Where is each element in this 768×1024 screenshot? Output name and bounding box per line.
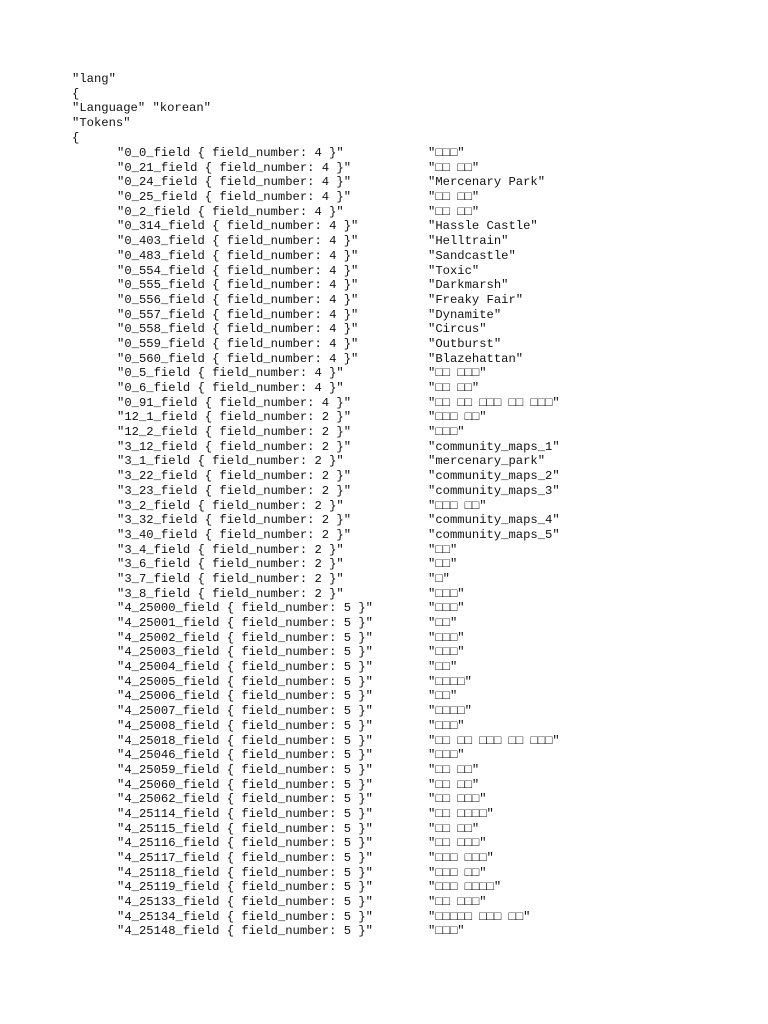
token-value: "Sandcastle" bbox=[428, 248, 516, 263]
token-value: "□□□□" bbox=[428, 704, 472, 719]
token-value: "□□□" bbox=[428, 586, 465, 601]
token-key: "3_8_field { field_number: 2 }" bbox=[117, 586, 344, 601]
token-key: "4_25003_field { field_number: 5 }" bbox=[117, 645, 373, 660]
token-key: "4_25117_field { field_number: 5 }" bbox=[117, 851, 373, 865]
token-key: "0_21_field { field_number: 4 }" bbox=[117, 160, 352, 175]
token-row bbox=[117, 454, 737, 469]
token-row bbox=[117, 778, 737, 793]
token-key: "0_91_field { field_number: 4 }" bbox=[117, 395, 352, 410]
token-value: "□□□" bbox=[428, 645, 465, 660]
token-key: "0_556_field { field_number: 4 }" bbox=[117, 292, 359, 307]
token-row bbox=[117, 219, 737, 234]
token-row bbox=[117, 895, 737, 910]
token-row bbox=[117, 734, 737, 749]
token-value: "□□□ □□" bbox=[428, 498, 487, 513]
token-key: "4_25059_field { field_number: 5 }" bbox=[117, 762, 373, 777]
token-row bbox=[117, 675, 737, 690]
token-row bbox=[117, 175, 737, 190]
token-key: "0_559_field { field_number: 4 }" bbox=[117, 336, 359, 351]
token-key: "4_25001_field { field_number: 5 }" bbox=[117, 616, 373, 630]
token-value: "community_maps_3" bbox=[428, 483, 560, 498]
token-key: "4_25007_field { field_number: 5 }" bbox=[117, 704, 373, 719]
token-key: "4_25006_field { field_number: 5 }" bbox=[117, 689, 373, 704]
token-key: "0_558_field { field_number: 4 }" bbox=[117, 322, 359, 337]
token-row bbox=[117, 528, 737, 543]
token-value: "Circus" bbox=[428, 322, 487, 337]
token-key: "4_25004_field { field_number: 5 }" bbox=[117, 660, 373, 675]
token-row bbox=[117, 440, 737, 455]
token-value: "□□" bbox=[428, 689, 458, 704]
token-value: "Blazehattan" bbox=[428, 351, 524, 366]
token-row bbox=[117, 146, 737, 161]
token-value: "mercenary_park" bbox=[428, 454, 546, 469]
token-key: "4_25008_field { field_number: 5 }" bbox=[117, 718, 373, 733]
token-row bbox=[117, 190, 737, 205]
token-value: "□□□" bbox=[428, 630, 465, 645]
token-row bbox=[117, 425, 737, 440]
token-key: "4_25002_field { field_number: 5 }" bbox=[117, 630, 373, 645]
token-row bbox=[117, 631, 737, 646]
token-key: "4_25133_field { field_number: 5 }" bbox=[117, 895, 373, 910]
token-row bbox=[117, 543, 737, 558]
token-value: "Toxic" bbox=[428, 263, 480, 278]
token-value: "□□□" bbox=[428, 146, 465, 160]
token-key: "0_25_field { field_number: 4 }" bbox=[117, 190, 352, 205]
token-row bbox=[117, 689, 737, 704]
token-row bbox=[117, 557, 737, 572]
token-value: "□□□" bbox=[428, 748, 465, 763]
token-row bbox=[117, 308, 737, 323]
tokens-key-line: "Tokens" bbox=[72, 116, 131, 130]
token-key: "12_1_field { field_number: 2 }" bbox=[117, 410, 352, 425]
token-key: "0_554_field { field_number: 4 }" bbox=[117, 263, 359, 278]
token-value: "□□ □□□□" bbox=[428, 806, 494, 821]
token-value: "□□ □□□" bbox=[428, 895, 487, 910]
tokens-open-brace-line: { bbox=[72, 131, 80, 145]
token-key: "0_560_field { field_number: 4 }" bbox=[117, 351, 359, 366]
token-row bbox=[117, 234, 737, 249]
token-key: "4_25119_field { field_number: 5 }" bbox=[117, 880, 373, 895]
token-row bbox=[117, 910, 737, 925]
token-value: "Freaky Fair" bbox=[428, 292, 524, 307]
token-key: "4_25114_field { field_number: 5 }" bbox=[117, 806, 373, 821]
token-row bbox=[117, 880, 737, 895]
token-value: "□" bbox=[428, 571, 450, 586]
token-value: "□□□ □□" bbox=[428, 865, 487, 880]
token-row bbox=[117, 866, 737, 881]
token-key: "3_7_field { field_number: 2 }" bbox=[117, 571, 344, 586]
token-row bbox=[117, 836, 737, 851]
token-row bbox=[117, 396, 737, 411]
token-value: "□□ □□" bbox=[428, 160, 480, 175]
token-key: "0_24_field { field_number: 4 }" bbox=[117, 175, 352, 190]
token-key: "0_555_field { field_number: 4 }" bbox=[117, 278, 359, 293]
token-row bbox=[117, 205, 737, 220]
token-key: "3_40_field { field_number: 2 }" bbox=[117, 527, 352, 542]
token-value: "□□ □□" bbox=[428, 762, 480, 777]
token-key: "3_6_field { field_number: 2 }" bbox=[117, 557, 344, 572]
token-key: "0_0_field { field_number: 4 }" bbox=[117, 146, 344, 160]
token-value: "□□□" bbox=[428, 718, 465, 733]
token-key: "4_25046_field { field_number: 5 }" bbox=[117, 748, 373, 763]
token-row bbox=[117, 851, 737, 866]
token-value: "□□ □□" bbox=[428, 381, 480, 395]
token-row bbox=[117, 822, 737, 837]
token-row bbox=[117, 807, 737, 822]
token-key: "4_25000_field { field_number: 5 }" bbox=[117, 601, 373, 616]
token-value: "□□" bbox=[428, 557, 458, 572]
token-value: "□□ □□□" bbox=[428, 792, 487, 807]
token-row bbox=[117, 469, 737, 484]
token-value: "Helltrain" bbox=[428, 234, 509, 249]
token-key: "4_25134_field { field_number: 5 }" bbox=[117, 909, 373, 924]
token-value: "□□" bbox=[428, 542, 458, 557]
token-row bbox=[117, 513, 737, 528]
token-value: "□□ □□" bbox=[428, 190, 480, 205]
token-value: "community_maps_5" bbox=[428, 527, 560, 542]
token-row bbox=[117, 748, 737, 763]
token-row bbox=[117, 704, 737, 719]
token-row bbox=[117, 381, 737, 396]
token-value: "□□" bbox=[428, 660, 458, 675]
token-value: "□□□ □□□" bbox=[428, 851, 494, 865]
language-line: "Language" "korean" bbox=[72, 101, 211, 115]
token-key: "0_557_field { field_number: 4 }" bbox=[117, 307, 359, 322]
token-value: "□□□" bbox=[428, 601, 465, 616]
token-value: "Darkmarsh" bbox=[428, 278, 509, 293]
token-row bbox=[117, 322, 737, 337]
token-key: "3_32_field { field_number: 2 }" bbox=[117, 513, 352, 528]
token-row bbox=[117, 499, 737, 514]
token-row bbox=[117, 792, 737, 807]
token-key: "3_12_field { field_number: 2 }" bbox=[117, 439, 352, 454]
token-key: "0_2_field { field_number: 4 }" bbox=[117, 204, 344, 219]
token-row bbox=[117, 278, 737, 293]
token-key: "3_2_field { field_number: 2 }" bbox=[117, 498, 344, 513]
token-key: "4_25062_field { field_number: 5 }" bbox=[117, 792, 373, 807]
token-key: "4_25005_field { field_number: 5 }" bbox=[117, 674, 373, 689]
token-key: "3_23_field { field_number: 2 }" bbox=[117, 483, 352, 498]
token-key: "0_6_field { field_number: 4 }" bbox=[117, 381, 344, 395]
token-key: "3_1_field { field_number: 2 }" bbox=[117, 454, 344, 469]
token-value: "community_maps_4" bbox=[428, 513, 560, 528]
token-list bbox=[117, 146, 737, 939]
token-row bbox=[117, 484, 737, 499]
token-value: "□□□" bbox=[428, 425, 465, 440]
token-row bbox=[117, 572, 737, 587]
token-row bbox=[117, 587, 737, 602]
token-row bbox=[117, 601, 737, 616]
token-value: "□□□" bbox=[428, 924, 465, 939]
token-value: "□□□□" bbox=[428, 674, 472, 689]
token-row bbox=[117, 249, 737, 264]
token-key: "4_25018_field { field_number: 5 }" bbox=[117, 733, 373, 748]
token-value: "Mercenary Park" bbox=[428, 175, 546, 190]
token-key: "0_483_field { field_number: 4 }" bbox=[117, 248, 359, 263]
token-key: "4_25116_field { field_number: 5 }" bbox=[117, 836, 373, 851]
token-key: "0_403_field { field_number: 4 }" bbox=[117, 234, 359, 249]
token-row bbox=[117, 366, 737, 381]
token-key: "0_5_field { field_number: 4 }" bbox=[117, 366, 344, 381]
token-row bbox=[117, 337, 737, 352]
token-value: "□□" bbox=[428, 616, 458, 630]
token-row bbox=[117, 924, 737, 939]
token-value: "□□□ □□□□" bbox=[428, 880, 502, 895]
token-row bbox=[117, 660, 737, 675]
token-value: "□□ □□" bbox=[428, 821, 480, 836]
token-row bbox=[117, 264, 737, 279]
lang-key-line: "lang" bbox=[72, 72, 116, 86]
token-row bbox=[117, 645, 737, 660]
token-value: "Outburst" bbox=[428, 336, 502, 351]
token-row bbox=[117, 161, 737, 176]
token-row bbox=[117, 410, 737, 425]
token-value: "□□ □□ □□□ □□ □□□" bbox=[428, 395, 560, 410]
token-value: "community_maps_2" bbox=[428, 469, 560, 484]
token-row bbox=[117, 719, 737, 734]
token-key: "4_25060_field { field_number: 5 }" bbox=[117, 777, 373, 792]
token-row bbox=[117, 293, 737, 308]
token-key: "12_2_field { field_number: 2 }" bbox=[117, 425, 352, 440]
token-row bbox=[117, 763, 737, 778]
token-key: "4_25118_field { field_number: 5 }" bbox=[117, 865, 373, 880]
token-row bbox=[117, 616, 737, 631]
token-value: "□□ □□□" bbox=[428, 836, 487, 851]
token-key: "0_314_field { field_number: 4 }" bbox=[117, 219, 359, 234]
token-value: "□□ □□" bbox=[428, 204, 480, 219]
token-value: "Dynamite" bbox=[428, 307, 502, 322]
token-value: "□□□□□ □□□ □□" bbox=[428, 909, 531, 924]
open-brace-line: { bbox=[72, 87, 80, 101]
token-key: "4_25148_field { field_number: 5 }" bbox=[117, 924, 373, 939]
token-value: "□□ □□" bbox=[428, 777, 480, 792]
token-key: "4_25115_field { field_number: 5 }" bbox=[117, 821, 373, 836]
token-key: "3_22_field { field_number: 2 }" bbox=[117, 469, 352, 484]
token-row bbox=[117, 352, 737, 367]
token-value: "□□ □□ □□□ □□ □□□" bbox=[428, 733, 560, 748]
token-value: "□□□ □□" bbox=[428, 410, 487, 425]
token-value: "□□ □□□" bbox=[428, 366, 487, 381]
token-value: "community_maps_1" bbox=[428, 439, 560, 454]
token-key: "3_4_field { field_number: 2 }" bbox=[117, 542, 344, 557]
token-value: "Hassle Castle" bbox=[428, 219, 538, 234]
